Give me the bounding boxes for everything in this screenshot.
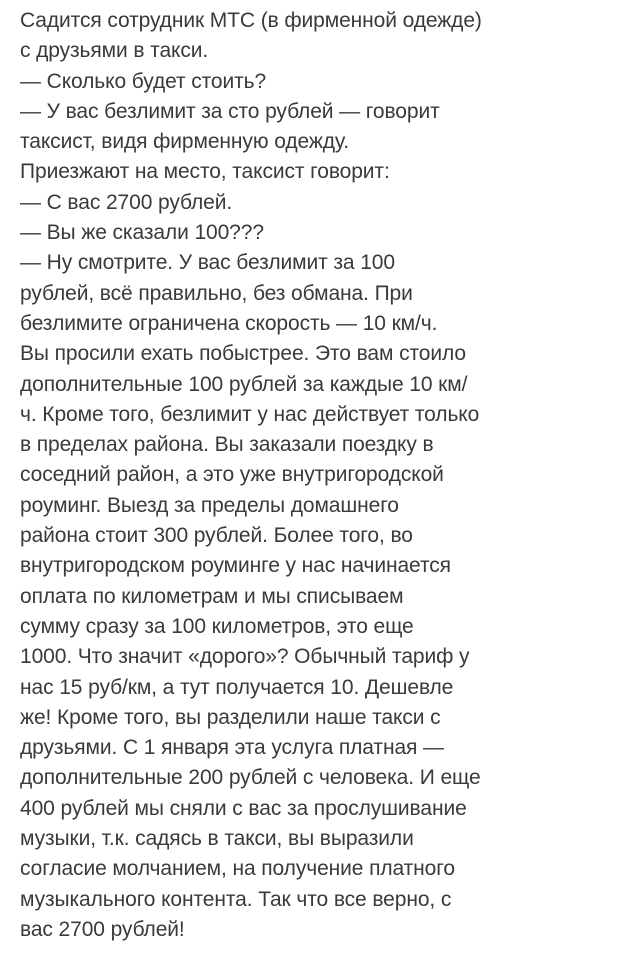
story-line: — У вас безлимит за сто рублей — говорит xyxy=(20,99,440,123)
story-line: — Сколько будет стоить? xyxy=(20,69,267,93)
story-line: дополнительные 200 рублей с человека. И еще xyxy=(20,766,481,790)
story-line: согласие молчанием, на получение платного xyxy=(20,857,455,881)
story-line: безлимите ограничена скорость — 10 км/ч. xyxy=(20,311,438,335)
story-line: — Ну смотрите. У вас безлимит за 100 xyxy=(20,251,395,275)
story-line: музыкального контента. Так что все верно, с xyxy=(20,887,452,911)
story-line: друзьями. С 1 января эта услуга платная — xyxy=(20,736,444,760)
story-line: таксист, видя фирменную одежду. xyxy=(20,130,349,154)
story-line: 400 рублей мы сняли с вас за прослушивание xyxy=(20,796,467,820)
story-line: вас 2700 рублей! xyxy=(20,917,185,941)
story-line: нас 15 руб/км, а тут получается 10. Дешевле xyxy=(20,675,454,699)
story-line: рублей, всё правильно, без обмана. При xyxy=(20,281,413,305)
story-line: оплата по километрам и мы списываем xyxy=(20,584,404,608)
story-line: музыки, т.к. садясь в такси, вы выразили xyxy=(20,827,414,851)
story-line: же! Кроме того, вы разделили наше такси с xyxy=(20,705,441,729)
story-line: Приезжают на место, таксист говорит: xyxy=(20,160,390,184)
story-line: сумму сразу за 100 километров, это еще xyxy=(20,614,414,638)
story-line: 1000. Что значит «дорого»? Обычный тариф у xyxy=(20,645,470,669)
story-line: Вы просили ехать побыстрее. Это вам стоило xyxy=(20,342,466,366)
story-line: — Вы же сказали 100??? xyxy=(20,221,264,245)
story-line: в пределах района. Вы заказали поездку в xyxy=(20,433,434,457)
story-line: внутригородском роуминге у нас начинается xyxy=(20,554,451,578)
story-line: ч. Кроме того, безлимит у нас действует только xyxy=(20,402,480,426)
story-text xyxy=(20,6,630,945)
story-line: с друзьями в такси. xyxy=(20,39,209,63)
story-line: района стоит 300 рублей. Более того, во xyxy=(20,524,413,548)
story-line: Садится сотрудник МТС (в фирменной одежде) xyxy=(20,9,482,32)
story-line: соседний район, а это уже внутригородской xyxy=(20,463,444,487)
story-line: — С вас 2700 рублей. xyxy=(20,190,233,214)
story-line: дополнительные 100 рублей за каждые 10 км/ xyxy=(20,372,468,396)
story-line: роуминг. Выезд за пределы домашнего xyxy=(20,493,399,517)
